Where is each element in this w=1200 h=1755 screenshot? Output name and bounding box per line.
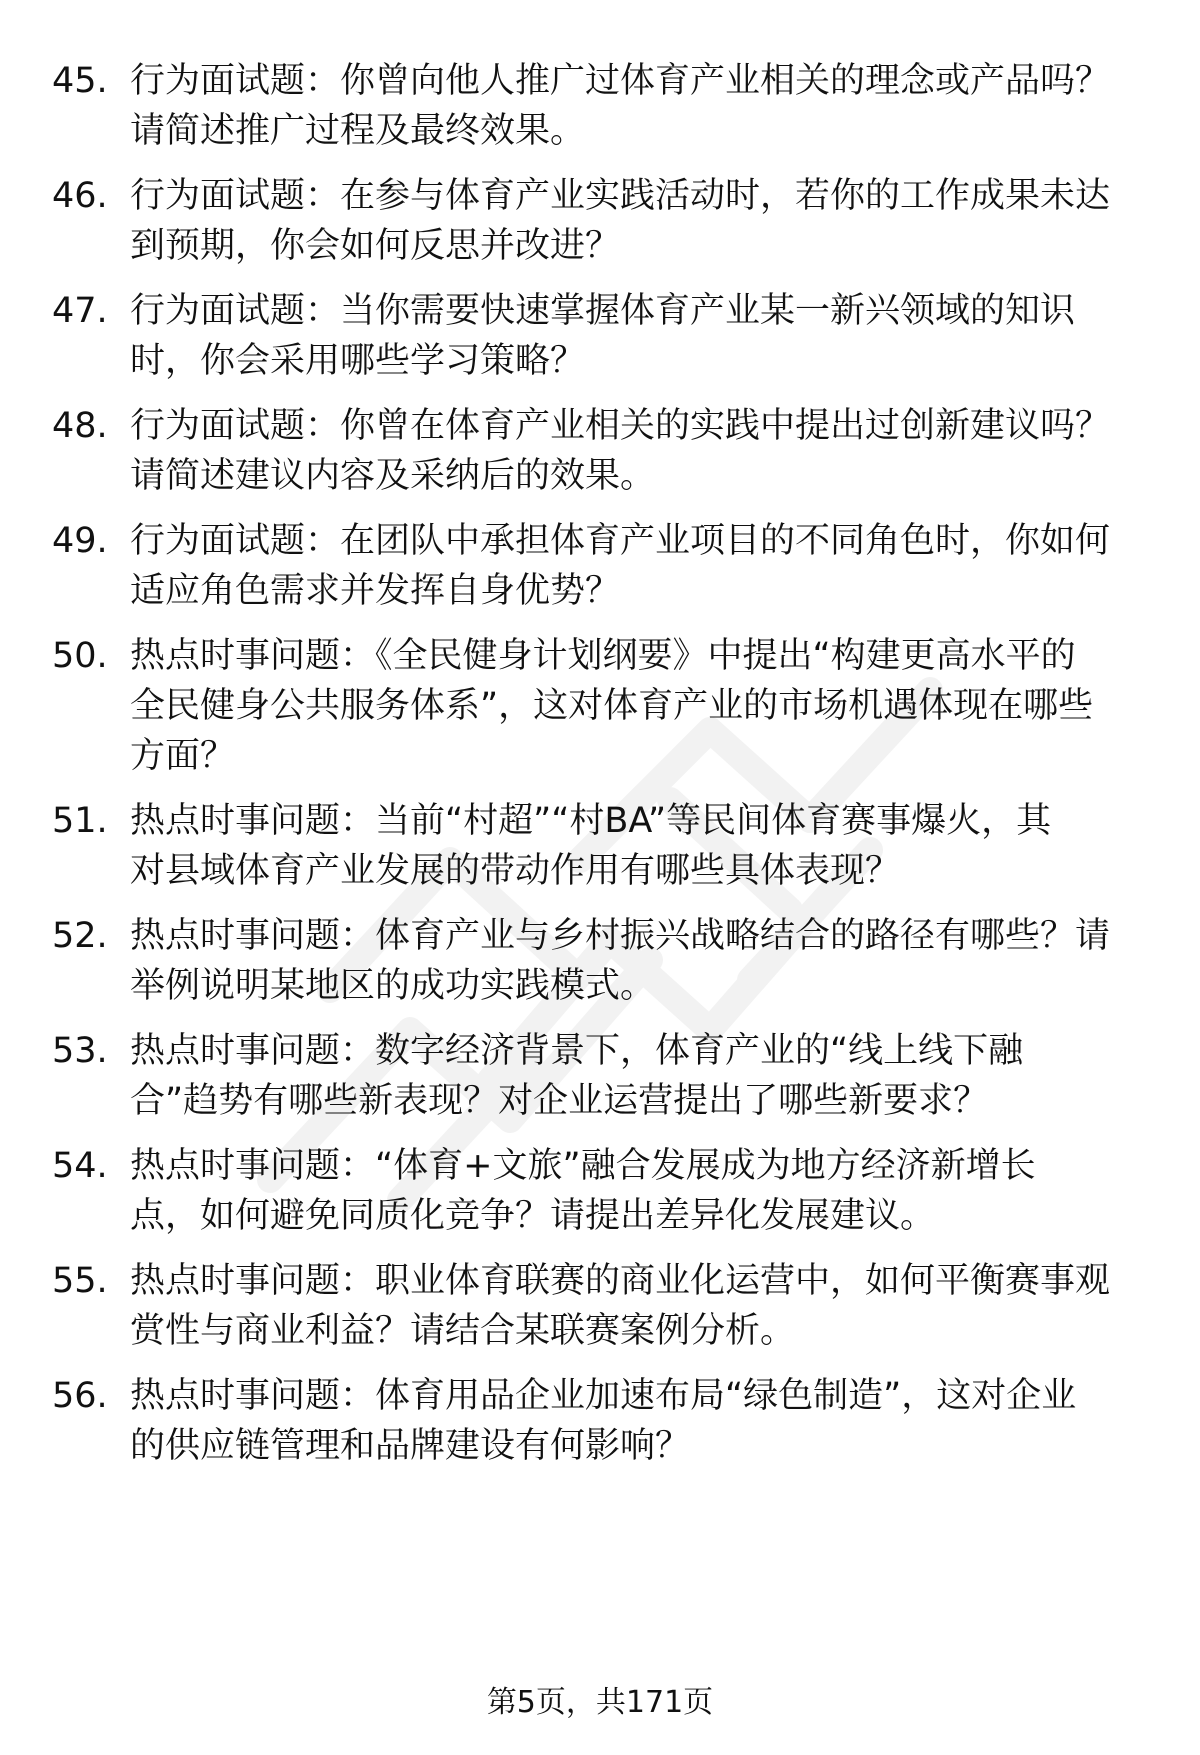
question-text-line: 适应角色需求并发挥自身优势？ xyxy=(130,571,621,611)
question-text-line: 行为面试题：当你需要快速掌握体育产业某一新兴领域的知识 xyxy=(130,291,1076,331)
question-text-line: 行为面试题：你曾向他人推广过体育产业相关的理念或产品吗？ xyxy=(130,61,1111,101)
question-number: 53. xyxy=(52,1031,108,1071)
question-text-line: 方面？ xyxy=(130,736,236,776)
question-text-line: 请简述推广过程及最终效果。 xyxy=(130,111,586,151)
question-number: 54. xyxy=(52,1146,108,1186)
question-text-line: 全民健身公共服务体系”，这对体育产业的市场机遇体现在哪些 xyxy=(130,686,1094,726)
question-text-line: 热点时事问题：“体育+文旅”融合发展成为地方经济新增长 xyxy=(130,1146,1036,1186)
question-number: 45. xyxy=(52,61,108,101)
question-text-line: 请简述建议内容及采纳后的效果。 xyxy=(130,456,656,496)
question-text-line: 的供应链管理和品牌建设有何影响？ xyxy=(130,1426,691,1466)
question-text-line: 热点时事问题：体育产业与乡村振兴战略结合的路径有哪些？请 xyxy=(130,916,1111,956)
page-number-label: 第5页，共171页 xyxy=(486,1685,714,1720)
question-number: 49. xyxy=(52,521,108,561)
question-text-line: 赏性与商业利益？请结合某联赛案例分析。 xyxy=(130,1311,796,1351)
question-text-line: 举例说明某地区的成功实践模式。 xyxy=(130,966,656,1006)
question-text-line: 时，你会采用哪些学习策略？ xyxy=(130,341,586,381)
question-number: 46. xyxy=(52,176,108,216)
page-footer xyxy=(0,1683,1200,1723)
question-text-line: 对县域体育产业发展的带动作用有哪些具体表现？ xyxy=(130,851,901,891)
question-number: 52. xyxy=(52,916,108,956)
question-number: 56. xyxy=(52,1376,108,1416)
question-text-line: 热点时事问题：当前“村超”“村BA”等民间体育赛事爆火，其 xyxy=(130,801,1052,841)
question-number: 55. xyxy=(52,1261,108,1301)
question-number: 47. xyxy=(52,291,108,331)
question-text-line: 热点时事问题：《全民健身计划纲要》中提出“构建更高水平的 xyxy=(130,636,1076,676)
question-text-line: 行为面试题：在参与体育产业实践活动时，若你的工作成果未达 xyxy=(130,176,1111,216)
question-number: 50. xyxy=(52,636,108,676)
question-text-line: 热点时事问题：体育用品企业加速布局“绿色制造”，这对企业 xyxy=(130,1376,1077,1416)
question-number: 48. xyxy=(52,406,108,446)
question-text-line: 合”趋势有哪些新表现？对企业运营提出了哪些新要求？ xyxy=(130,1081,989,1121)
question-text-line: 点，如何避免同质化竞争？请提出差异化发展建议。 xyxy=(130,1196,936,1236)
question-text-line: 热点时事问题：数字经济背景下，体育产业的“线上线下融 xyxy=(130,1031,1024,1071)
question-text-line: 行为面试题：你曾在体育产业相关的实践中提出过创新建议吗？ xyxy=(130,406,1111,446)
question-text-line: 热点时事问题：职业体育联赛的商业化运营中，如何平衡赛事观 xyxy=(130,1261,1111,1301)
question-text-line: 到预期，你会如何反思并改进？ xyxy=(130,226,621,266)
question-text-line: 行为面试题：在团队中承担体育产业项目的不同角色时，你如何 xyxy=(130,521,1111,561)
question-number: 51. xyxy=(52,801,108,841)
